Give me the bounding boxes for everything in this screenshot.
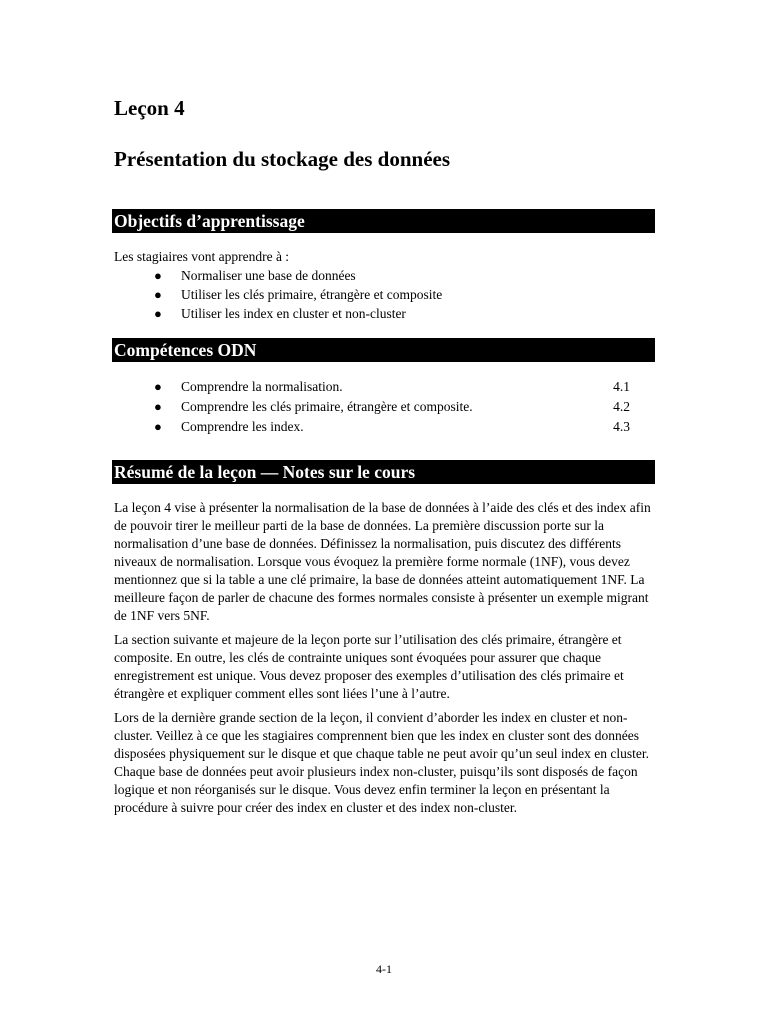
bullet-icon: ● [154, 268, 162, 283]
skill-ref: 4.3 [613, 419, 630, 434]
summary-paragraph: La section suivante et majeure de la leçon porte sur l’utilisation des clés primaire, étrangère et composite. En outre, les clés de contrainte uniques sont évoquées pour assurer que chaque enregistrement est unique. Vous devez proposer des exemples d’utilisation des clés primaire et étrangère et expliquer comment elles sont liées l’une à l’autre. [114, 632, 624, 701]
skill-ref: 4.2 [613, 399, 630, 414]
skill-ref: 4.1 [613, 379, 630, 394]
objectives-heading: Objectifs d’apprentissage [112, 209, 655, 233]
skill-text: Comprendre la normalisation. [181, 379, 343, 394]
objective-text: Normaliser une base de données [181, 268, 356, 283]
odn-skills-heading: Compétences ODN [112, 338, 655, 362]
summary-paragraph: La leçon 4 vise à présenter la normalisation de la base de données à l’aide des clés et des index afin de pouvoir tirer le meilleur parti de la base de données. La première discussion porte sur la normalisation d’une base de données. Définissez la normalisation, puis discutez des différents niveaux de normalisation. Lorsque vous évoquez la première forme normale (1NF), vous devez mentionnez que si la table a une clé primaire, la base de données atteint automatiquement 1NF. La meilleure façon de parler de chacune des formes normales consiste à présenter un exemple migrant de 1NF vers 5NF. [114, 500, 651, 623]
list-item [114, 417, 630, 437]
summary-paragraph: Lors de la dernière grande section de la leçon, il convient d’aborder les index en cluster et non-cluster. Veillez à ce que les stagiaires comprennent bien que les index en cluster sont des données disposées physiquement sur le disque et que chaque table ne peut avoir qu’un seul index en cluster. Chaque base de données peut avoir plusieurs index non-cluster, puisqu’ils sont disposés de façon logique et non réorganisés sur le disque. Vous devez enfin terminer la leçon en présentant la procédure à suivre pour créer des index en cluster et des index non-cluster. [114, 710, 649, 815]
odn-skills-list [114, 377, 630, 437]
bullet-icon: ● [154, 306, 162, 321]
list-item [114, 397, 630, 417]
list-item [114, 266, 654, 285]
list-item [114, 304, 654, 323]
objective-text: Utiliser les clés primaire, étrangère et composite [181, 287, 443, 302]
skill-text: Comprendre les clés primaire, étrangère et composite. [181, 399, 473, 414]
bullet-icon: ● [154, 399, 162, 414]
summary-body [114, 499, 654, 823]
page-number: 4-1 [376, 962, 392, 976]
bullet-icon: ● [154, 419, 162, 434]
list-item [114, 377, 630, 397]
list-item [114, 285, 654, 304]
bullet-icon: ● [154, 287, 162, 302]
objectives-list [114, 266, 654, 323]
document-title: Présentation du stockage des données [114, 147, 451, 171]
skill-text: Comprendre les index. [181, 419, 304, 434]
bullet-icon: ● [154, 379, 162, 394]
objectives-intro: Les stagiaires vont apprendre à : [114, 249, 290, 264]
objective-text: Utiliser les index en cluster et non-cluster [181, 306, 406, 321]
summary-heading: Résumé de la leçon — Notes sur le cours [112, 460, 655, 484]
lesson-title: Leçon 4 [114, 96, 185, 120]
